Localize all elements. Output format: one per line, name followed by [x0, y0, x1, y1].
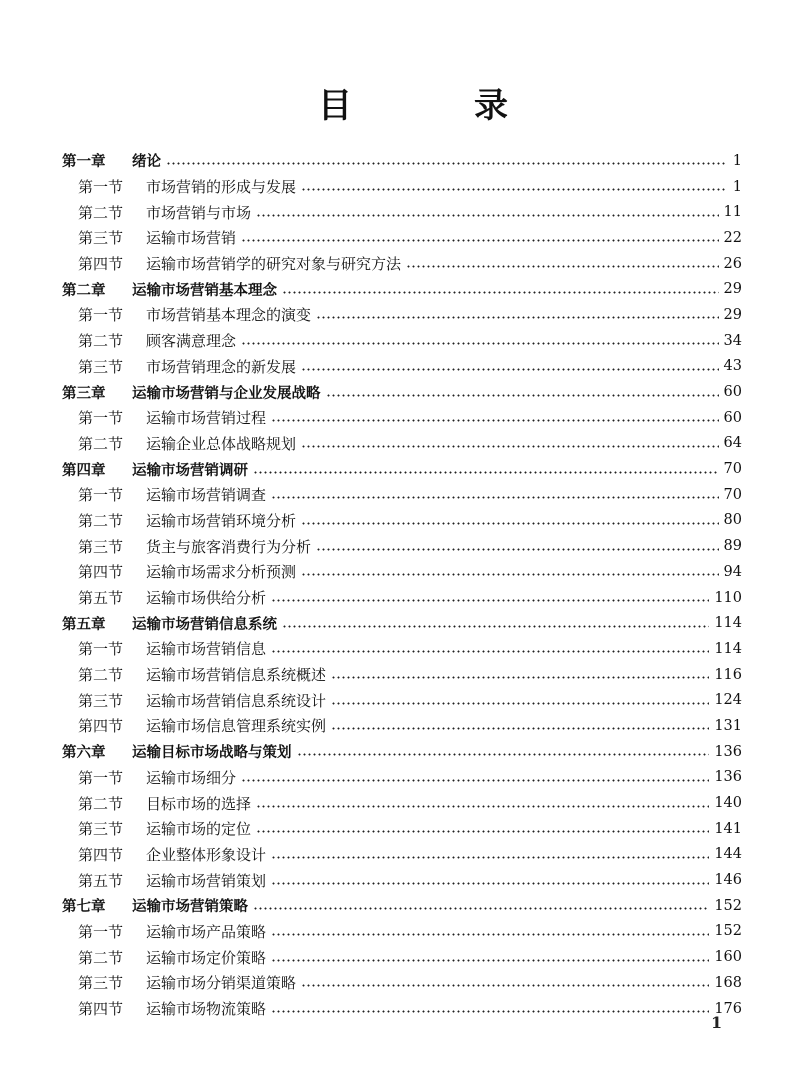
- toc-entry-title: 运输市场营销调研: [132, 462, 248, 479]
- page-number: 1: [711, 1013, 723, 1032]
- dot-leader: [316, 316, 719, 319]
- dot-leader: [406, 265, 719, 268]
- dot-leader: [256, 214, 719, 217]
- toc-entry-number: 第六章: [62, 745, 106, 762]
- toc-entry-title: 运输市场营销与企业发展战略: [132, 385, 321, 402]
- toc-entry-number: 第二章: [62, 282, 106, 299]
- toc-entry-page: 11: [723, 204, 742, 221]
- toc-entry-number: 第三节: [78, 229, 124, 248]
- toc-entry-page: 144: [714, 846, 742, 863]
- toc-entry-title: 运输市场营销环境分析: [146, 511, 297, 530]
- toc-entry-title: 运输市场营销调查: [146, 486, 267, 505]
- toc-section-entry: [62, 405, 742, 431]
- toc-entry-title: 运输市场需求分析预测: [146, 563, 297, 582]
- toc-entry-page: 43: [723, 358, 742, 375]
- toc-entry-number: 第一节: [78, 640, 124, 659]
- toc-entry-page: 70: [723, 461, 742, 478]
- toc-entry-number: 第四章: [62, 462, 106, 479]
- toc-entry-title: 市场营销理念的新发展: [146, 357, 297, 376]
- toc-entry-number: 第四节: [78, 845, 124, 864]
- toc-chapter-entry: [62, 739, 742, 765]
- page-title: [318, 86, 508, 126]
- toc-section-entry: [62, 302, 742, 328]
- dot-leader: [241, 779, 709, 782]
- toc-entry-page: 26: [723, 255, 742, 272]
- toc-entry-title: 运输市场营销策划: [146, 871, 267, 890]
- toc-section-entry: [62, 482, 742, 508]
- toc-entry-number: 第二节: [78, 794, 124, 813]
- toc-entry-title: 运输市场营销信息: [146, 640, 267, 659]
- toc-section-entry: [62, 585, 742, 611]
- toc-entry-number: 第五节: [78, 589, 124, 608]
- toc-chapter-entry: [62, 379, 742, 405]
- toc-chapter-entry: [62, 276, 742, 302]
- toc-entry-page: 136: [714, 743, 742, 760]
- dot-leader: [271, 650, 709, 653]
- toc-chapter-entry: [62, 610, 742, 636]
- toc-entry-number: 第二节: [78, 203, 124, 222]
- toc-entry-title: 运输市场产品策略: [146, 922, 267, 941]
- toc-entry-page: 168: [714, 974, 742, 991]
- toc-entry-page: 116: [714, 666, 742, 683]
- toc-entry-page: 89: [723, 538, 742, 555]
- dot-leader: [282, 625, 709, 628]
- toc-entry-title: 市场营销基本理念的演变: [146, 306, 312, 325]
- toc-entry-title: 运输市场营销学的研究对象与研究方法: [146, 255, 402, 274]
- toc-section-entry: [62, 174, 742, 200]
- dot-leader: [301, 522, 719, 525]
- dot-leader: [166, 162, 727, 165]
- toc-entry-page: 34: [723, 332, 742, 349]
- toc-entry-number: 第一节: [78, 306, 124, 325]
- toc-entry-page: 1: [732, 152, 742, 169]
- toc-entry-title: 运输目标市场战略与策划: [132, 745, 292, 762]
- toc-section-entry: [62, 713, 742, 739]
- toc-entry-title: 运输市场营销策略: [132, 899, 248, 916]
- dot-leader: [331, 702, 709, 705]
- toc-entry-title: 顾客满意理念: [146, 332, 237, 351]
- dot-leader: [282, 291, 719, 294]
- toc-chapter-entry: [62, 893, 742, 919]
- toc-entry-number: 第一节: [78, 922, 124, 941]
- toc-entry-title: 运输市场供给分析: [146, 589, 267, 608]
- toc-entry-page: 152: [714, 897, 742, 914]
- toc-entry-page: 152: [714, 923, 742, 940]
- dot-leader: [271, 599, 709, 602]
- toc-entry-number: 第三章: [62, 385, 106, 402]
- toc-section-entry: [62, 867, 742, 893]
- dot-leader: [331, 676, 709, 679]
- toc-chapter-entry: [62, 148, 742, 174]
- toc-entry-page: 140: [714, 795, 742, 812]
- toc-entry-page: 141: [714, 820, 742, 837]
- toc-entry-title: 目标市场的选择: [146, 794, 252, 813]
- dot-leader: [301, 984, 709, 987]
- toc-entry-title: 运输市场营销基本理念: [132, 282, 277, 299]
- toc-entry-number: 第四节: [78, 563, 124, 582]
- toc-section-entry: [62, 328, 742, 354]
- dot-leader: [301, 573, 719, 576]
- toc-entry-number: 第五章: [62, 616, 106, 633]
- toc-section-entry: [62, 508, 742, 534]
- toc-section-entry: [62, 919, 742, 945]
- dot-leader: [271, 933, 709, 936]
- dot-leader: [253, 907, 709, 910]
- toc-entry-page: 176: [714, 1000, 742, 1017]
- toc-entry-title: 运输市场营销信息系统设计: [146, 691, 327, 710]
- toc-entry-number: 第四节: [78, 1000, 124, 1019]
- toc-entry-number: 第五节: [78, 871, 124, 890]
- dot-leader: [256, 830, 709, 833]
- toc-entry-title: 运输市场细分: [146, 768, 237, 787]
- toc-entry-title: 运输市场的定位: [146, 820, 252, 839]
- dot-leader: [331, 727, 709, 730]
- toc-section-entry: [62, 559, 742, 585]
- dot-leader: [316, 548, 719, 551]
- toc-entry-page: 114: [714, 615, 742, 632]
- dot-leader: [297, 753, 710, 756]
- toc-entry-number: 第三节: [78, 357, 124, 376]
- toc-section-entry: [62, 199, 742, 225]
- toc-section-entry: [62, 944, 742, 970]
- dot-leader: [301, 445, 719, 448]
- toc-entry-number: 第三节: [78, 537, 124, 556]
- toc-section-entry: [62, 687, 742, 713]
- toc-entry-number: 第三节: [78, 974, 124, 993]
- toc-section-entry: [62, 970, 742, 996]
- toc-entry-number: 第二节: [78, 332, 124, 351]
- toc-section-entry: [62, 765, 742, 791]
- toc-entry-page: 146: [714, 872, 742, 889]
- table-of-contents: [62, 148, 742, 1021]
- toc-entry-title: 货主与旅客消费行为分析: [146, 537, 312, 556]
- toc-entry-page: 60: [723, 384, 742, 401]
- toc-section-entry: [62, 842, 742, 868]
- toc-section-entry: [62, 225, 742, 251]
- dot-leader: [241, 342, 719, 345]
- toc-section-entry: [62, 533, 742, 559]
- toc-section-entry: [62, 816, 742, 842]
- dot-leader: [253, 471, 719, 474]
- toc-entry-page: 110: [714, 589, 742, 606]
- toc-entry-page: 1: [732, 178, 742, 195]
- toc-entry-number: 第一章: [62, 154, 106, 171]
- toc-entry-page: 94: [723, 563, 742, 580]
- toc-entry-page: 29: [723, 281, 742, 298]
- toc-entry-title: 运输市场营销: [146, 229, 237, 248]
- toc-entry-title: 运输市场物流策略: [146, 1000, 267, 1019]
- toc-entry-page: 70: [723, 486, 742, 503]
- toc-entry-number: 第二节: [78, 666, 124, 685]
- toc-entry-number: 第二节: [78, 948, 124, 967]
- toc-section-entry: [62, 996, 742, 1022]
- dot-leader: [271, 496, 719, 499]
- toc-entry-page: 114: [714, 640, 742, 657]
- toc-entry-number: 第一节: [78, 486, 124, 505]
- toc-entry-page: 124: [714, 692, 742, 709]
- toc-section-entry: [62, 431, 742, 457]
- toc-entry-title: 运输市场分销渠道策略: [146, 974, 297, 993]
- page-title-char-1: 目: [318, 86, 352, 126]
- toc-entry-page: 60: [723, 409, 742, 426]
- toc-entry-title: 运输市场定价策略: [146, 948, 267, 967]
- toc-entry-title: 市场营销的形成与发展: [146, 178, 297, 197]
- toc-entry-number: 第一节: [78, 768, 124, 787]
- toc-section-entry: [62, 251, 742, 277]
- dot-leader: [271, 1010, 709, 1013]
- toc-entry-page: 160: [714, 949, 742, 966]
- toc-entry-page: 136: [714, 769, 742, 786]
- toc-section-entry: [62, 790, 742, 816]
- toc-entry-number: 第一节: [78, 409, 124, 428]
- toc-entry-title: 运输市场营销过程: [146, 409, 267, 428]
- toc-entry-page: 29: [723, 306, 742, 323]
- toc-entry-number: 第七章: [62, 899, 106, 916]
- toc-section-entry: [62, 354, 742, 380]
- dot-leader: [301, 368, 719, 371]
- dot-leader: [271, 419, 719, 422]
- toc-entry-title: 运输市场营销信息系统概述: [146, 666, 327, 685]
- toc-chapter-entry: [62, 456, 742, 482]
- dot-leader: [326, 394, 719, 397]
- toc-entry-page: 22: [723, 229, 742, 246]
- toc-section-entry: [62, 636, 742, 662]
- toc-entry-number: 第三节: [78, 820, 124, 839]
- toc-entry-title: 运输市场营销信息系统: [132, 616, 277, 633]
- toc-entry-number: 第四节: [78, 717, 124, 736]
- toc-section-entry: [62, 662, 742, 688]
- dot-leader: [271, 856, 709, 859]
- toc-entry-title: 运输企业总体战略规划: [146, 434, 297, 453]
- toc-entry-page: 131: [714, 717, 742, 734]
- toc-entry-title: 运输市场信息管理系统实例: [146, 717, 327, 736]
- dot-leader: [241, 239, 719, 242]
- dot-leader: [301, 188, 727, 191]
- page-title-char-2: 录: [474, 86, 508, 126]
- dot-leader: [256, 805, 709, 808]
- toc-entry-page: 64: [723, 435, 742, 452]
- toc-entry-number: 第二节: [78, 511, 124, 530]
- toc-entry-page: 80: [723, 512, 742, 529]
- dot-leader: [271, 959, 709, 962]
- toc-entry-title: 市场营销与市场: [146, 203, 252, 222]
- toc-entry-number: 第二节: [78, 434, 124, 453]
- toc-entry-number: 第三节: [78, 691, 124, 710]
- toc-entry-number: 第四节: [78, 255, 124, 274]
- toc-entry-title: 绪论: [132, 154, 161, 171]
- dot-leader: [271, 882, 709, 885]
- toc-entry-number: 第一节: [78, 178, 124, 197]
- toc-entry-title: 企业整体形象设计: [146, 845, 267, 864]
